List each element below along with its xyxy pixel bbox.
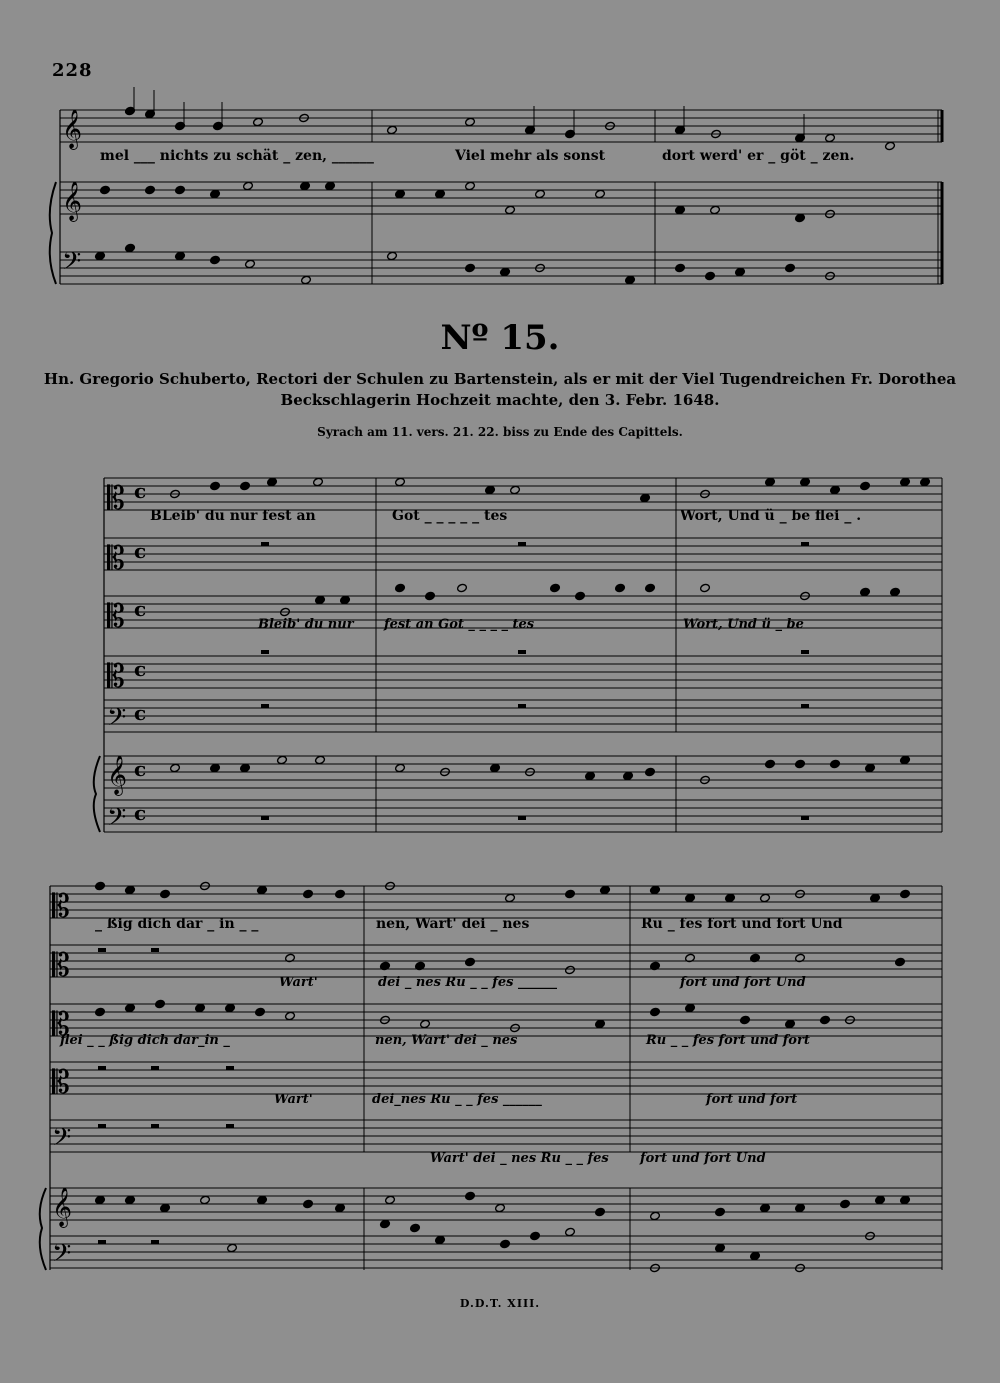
note-head [245, 259, 256, 268]
note-head [227, 1243, 238, 1252]
c-clef-icon: 𝄡 [52, 887, 70, 925]
note-head [575, 591, 586, 600]
c-clef-icon: 𝄡 [52, 946, 70, 984]
note-head [125, 1003, 136, 1012]
c-clef-icon: 𝄡 [107, 539, 125, 577]
note-head [300, 181, 311, 190]
dedication-line-1: Hn. Gregorio Schuberto, Rectori der Schulen zu Bartenstein, als er mit der Viel Tugendreichen Fr. Dorothea [43, 370, 957, 388]
note-head [175, 185, 186, 194]
lyrics-system2-voice1-m2: Got _ _ _ _ _ tes [392, 508, 508, 524]
whole-rest [518, 704, 526, 708]
page-number: 228 [52, 60, 93, 81]
rest [98, 948, 106, 952]
lyrics-system3-voice2-m3: fort und fort Und [680, 975, 806, 990]
note-head [335, 889, 346, 898]
lyrics-system3-voice3-m3: Ru _ _ fes fort und fort [646, 1033, 810, 1048]
lyrics-system3-voice1-m2: nen, Wart' dei _ nes [376, 916, 530, 932]
note-head [380, 1219, 391, 1228]
note-head [95, 1007, 106, 1016]
whole-rest [518, 650, 526, 654]
note-head [860, 587, 871, 596]
c-clef-icon: 𝄡 [52, 1005, 70, 1043]
note-head [315, 755, 326, 764]
treble-clef-icon: 𝄞 [62, 181, 83, 221]
note-head [253, 117, 264, 126]
note-head [565, 889, 576, 898]
lyrics-system3-voice5-m3: fort und fort Und [640, 1151, 766, 1166]
note-head [240, 763, 251, 772]
treble-clef-icon: 𝄞 [62, 109, 83, 149]
note-head [500, 1239, 511, 1248]
note-head [125, 885, 136, 894]
note-head [645, 583, 656, 592]
staff-s2-organ-treble [104, 756, 942, 788]
note-head [303, 1199, 314, 1208]
note-head [435, 189, 446, 198]
note-head [425, 591, 436, 600]
note-head [243, 181, 254, 190]
piano-brace [50, 182, 56, 284]
note-head [595, 1019, 606, 1028]
time-signature: c [134, 657, 147, 681]
lyrics-system3-voice1-m3: Ru _ fes fort und fort Und [641, 916, 843, 932]
note-head [565, 965, 576, 974]
lyrics-system1-m3: dort werd' er _ göt _ zen. [662, 148, 855, 164]
staff-s3-voice4 [50, 1062, 942, 1094]
note-head [705, 271, 716, 280]
note-head [395, 583, 406, 592]
note-head [387, 125, 398, 134]
scripture-source: Syrach am 11. vers. 21. 22. biss zu Ende des Capittels. [317, 425, 683, 439]
note-head [490, 763, 501, 772]
note-head [255, 1007, 266, 1016]
lyrics-system3-voice3-m1: flei _ _ ßig dich dar_in _ [60, 1033, 230, 1048]
whole-rest [261, 816, 269, 820]
note-head [675, 205, 686, 214]
lyrics-system2-voice1-m3: Wort, Und ü _ be flei _ . [680, 508, 862, 524]
note-head [840, 1199, 851, 1208]
note-head [277, 755, 288, 764]
bass-clef-icon: 𝄢 [62, 247, 82, 282]
time-signature: c [134, 479, 147, 503]
note-head [765, 477, 776, 486]
rest [151, 1124, 159, 1128]
rest [151, 1066, 159, 1070]
note-head [155, 999, 166, 1008]
lyrics-system3-voice1-m1: _ ßig dich dar _ in _ _ [95, 916, 259, 932]
note-head [170, 763, 181, 772]
note-head [395, 763, 406, 772]
note-head [700, 583, 711, 592]
note-head [210, 763, 221, 772]
lyrics-system3-voice5-m2: Wart' dei _ nes Ru _ _ fes [430, 1151, 609, 1166]
rest [98, 1240, 106, 1244]
note-head [500, 267, 511, 276]
whole-rest [801, 816, 809, 820]
note-head [595, 189, 606, 198]
note-head [615, 583, 626, 592]
staff-s3-organ-bass [50, 1236, 942, 1268]
note-head [387, 251, 398, 260]
note-head [595, 1207, 606, 1216]
c-clef-icon: 𝄡 [107, 597, 125, 635]
note-head [865, 763, 876, 772]
time-signature: c [134, 801, 147, 825]
note-head [465, 1191, 476, 1200]
note-head [800, 477, 811, 486]
rest [151, 948, 159, 952]
note-head [530, 1231, 541, 1240]
note-head [675, 263, 686, 272]
note-head [875, 1195, 886, 1204]
note-head [715, 1207, 726, 1216]
note-head [685, 893, 696, 902]
lyrics-system2-voice3-m2: fest an Got _ _ _ _ tes [384, 617, 535, 632]
note-head [825, 133, 836, 142]
note-head [760, 1203, 771, 1212]
piano-brace [40, 1188, 46, 1270]
note-head [465, 181, 476, 190]
note-head [410, 1223, 421, 1232]
note-head [715, 1243, 726, 1252]
note-head [95, 881, 106, 890]
c-clef-icon: 𝄡 [52, 1063, 70, 1101]
staff-s1-treble [60, 182, 942, 214]
note-head [585, 771, 596, 780]
lyrics-system2-voice1-m1: BLeib' du nur fest an [150, 508, 316, 524]
staff-s3-voice1 [50, 886, 942, 918]
note-head [267, 477, 278, 486]
c-clef-icon: 𝄡 [107, 657, 125, 695]
note-head [830, 759, 841, 768]
lyrics-system2-voice3-m1: Bleib' du nur [258, 617, 354, 632]
lyrics-system3-voice2-m2: dei _ nes Ru _ _ fes ______ [378, 975, 557, 990]
lyrics-system3-voice4-m1: Wart' [274, 1092, 313, 1107]
note-head [257, 1195, 268, 1204]
note-head [465, 957, 476, 966]
staff-s1-voice [60, 110, 942, 142]
note-head [465, 117, 476, 126]
time-signature: c [134, 757, 147, 781]
note-head [257, 885, 268, 894]
rest [98, 1066, 106, 1070]
time-signature: c [134, 597, 147, 621]
whole-rest [518, 542, 526, 546]
note-head [303, 889, 314, 898]
staff-s1-bass [60, 252, 942, 284]
note-head [175, 251, 186, 260]
staff-s2-voice4 [104, 656, 942, 688]
note-head [340, 595, 351, 604]
note-head [725, 893, 736, 902]
piece-number: Nº 15. [440, 318, 560, 358]
note-head [510, 485, 521, 494]
note-head [485, 485, 496, 494]
note-head [870, 893, 881, 902]
note-head [315, 595, 326, 604]
note-head [160, 1203, 171, 1212]
whole-rest [261, 542, 269, 546]
note-head [435, 1235, 446, 1244]
bass-clef-icon: 𝄢 [52, 1239, 72, 1274]
note-head [650, 1007, 661, 1016]
note-head [645, 767, 656, 776]
whole-rest [261, 650, 269, 654]
note-head [565, 1227, 576, 1236]
note-head [313, 477, 324, 486]
time-signature: c [134, 539, 147, 563]
note-head [600, 885, 611, 894]
note-head [285, 1011, 296, 1020]
staff-s3-organ-treble [50, 1188, 942, 1220]
treble-clef-icon: 𝄞 [52, 1187, 73, 1227]
note-head [685, 1003, 696, 1012]
note-head [495, 1203, 506, 1212]
note-head [335, 1203, 346, 1212]
note-head [650, 1211, 661, 1220]
note-head [900, 755, 911, 764]
note-head [125, 243, 136, 252]
note-head [225, 1003, 236, 1012]
note-head [95, 251, 106, 260]
note-head [735, 267, 746, 276]
note-head [830, 485, 841, 494]
note-head [890, 587, 901, 596]
lyrics-system3-voice4-m3: fort und fort [706, 1092, 798, 1107]
whole-rest [801, 704, 809, 708]
note-head [640, 493, 651, 502]
note-head [885, 141, 896, 150]
note-head [505, 893, 516, 902]
note-head [210, 189, 221, 198]
note-head [325, 181, 336, 190]
note-head [195, 1003, 206, 1012]
lyrics-system1-m1: mel ___ nichts zu schät _ zen, ______ [100, 148, 374, 164]
staff-s3-voice2 [50, 945, 942, 977]
note-head [860, 481, 871, 490]
note-head [795, 213, 806, 222]
note-head [395, 189, 406, 198]
note-head [465, 263, 476, 272]
note-head [900, 1195, 911, 1204]
treble-clef-icon: 𝄞 [107, 755, 128, 795]
note-head [210, 255, 221, 264]
note-head [420, 1019, 431, 1028]
bass-clef-icon: 𝄢 [107, 703, 127, 738]
note-head [900, 477, 911, 486]
note-head [125, 1195, 136, 1204]
c-clef-icon: 𝄡 [107, 479, 125, 517]
bass-clef-icon: 𝄢 [52, 1123, 72, 1158]
time-signature: c [134, 701, 147, 725]
note-head [820, 1015, 831, 1024]
bass-clef-icon: 𝄢 [107, 803, 127, 838]
note-head [100, 185, 111, 194]
page-footer: D.D.T. XIII. [459, 1297, 541, 1310]
note-head [623, 771, 634, 780]
lyrics-system1-m2: Viel mehr als sonst [455, 148, 606, 164]
lyrics-system2-voice3-m3: Wort, Und ü _ be [683, 617, 804, 632]
staff-s2-voice1 [104, 478, 942, 510]
note-head [385, 1195, 396, 1204]
rest [98, 1124, 106, 1128]
note-head [505, 205, 516, 214]
note-head [160, 889, 171, 898]
note-head [750, 1251, 761, 1260]
note-head [535, 189, 546, 198]
note-head [550, 583, 561, 592]
note-head [710, 205, 721, 214]
rest [226, 1066, 234, 1070]
whole-rest [518, 816, 526, 820]
note-head [765, 759, 776, 768]
whole-rest [801, 650, 809, 654]
rest [151, 1240, 159, 1244]
note-head [200, 1195, 211, 1204]
piano-brace [94, 756, 100, 832]
note-head [457, 583, 468, 592]
lyrics-system3-voice2-m1: Wart' [279, 975, 318, 990]
note-head [795, 759, 806, 768]
note-head [240, 481, 251, 490]
note-head [785, 263, 796, 272]
rest [226, 1124, 234, 1128]
note-head [740, 1015, 751, 1024]
note-head [900, 889, 911, 898]
dedication-line-2: Beckschlagerin Hochzeit machte, den 3. Febr. 1648. [280, 391, 720, 409]
lyrics-system3-voice4-m2: dei_nes Ru _ _ fes ______ [372, 1092, 542, 1107]
note-head [625, 275, 636, 284]
note-head [395, 477, 406, 486]
note-head [895, 957, 906, 966]
whole-rest [261, 704, 269, 708]
lyrics-system3-voice3-m2: nen, Wart' dei _ nes [375, 1033, 518, 1048]
note-head [920, 477, 931, 486]
note-head [301, 275, 312, 284]
whole-rest [801, 542, 809, 546]
staff-s3-voice5 [50, 1120, 942, 1152]
note-head [145, 185, 156, 194]
note-head [650, 885, 661, 894]
staff-s3-voice3 [50, 1004, 942, 1036]
note-head [760, 893, 771, 902]
note-head [95, 1195, 106, 1204]
note-head [210, 481, 221, 490]
note-head [785, 1019, 796, 1028]
note-head [795, 1203, 806, 1212]
